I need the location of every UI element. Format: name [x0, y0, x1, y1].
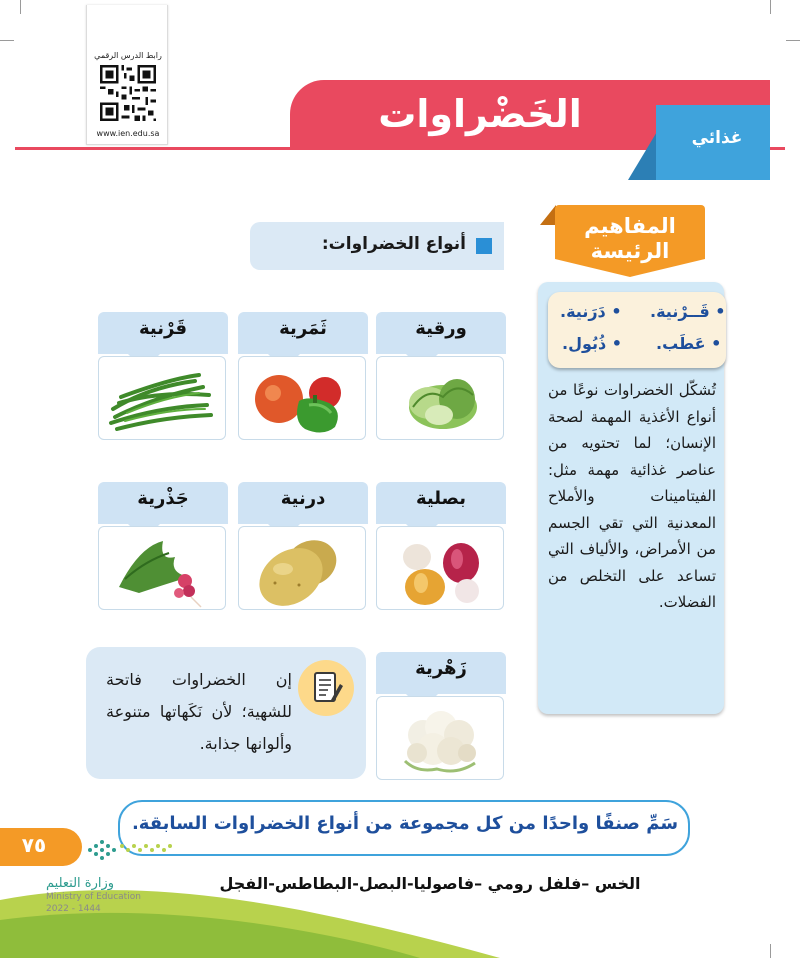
- crop-mark: [770, 0, 771, 14]
- question-text: سَمِّ صنفًا واحدًا من كل مجموعة من أنواع الخضراوات السابقة.: [131, 813, 679, 834]
- term-item: • دَرَنية.: [560, 302, 622, 321]
- veg-label: جَذْرية: [137, 488, 189, 509]
- veg-image-cauliflower: [376, 696, 504, 780]
- cauliflower-icon: [377, 697, 503, 779]
- veg-image-onion-garlic: [376, 526, 504, 610]
- veg-label: ثَمَرية: [279, 318, 327, 339]
- veg-label: قَرْنية: [138, 318, 187, 339]
- edition-year: 2022 - 1444: [46, 904, 101, 914]
- veg-label: درنية: [280, 488, 326, 509]
- page-title: الخَضْراوات: [378, 92, 582, 136]
- ministry-logo-icon: [82, 834, 182, 866]
- section-heading: أنواع الخضراوات:: [321, 234, 466, 254]
- lettuce-icon: [377, 357, 503, 439]
- veg-image-green-beans: [98, 356, 226, 440]
- crop-mark: [786, 40, 800, 41]
- answer-text[interactable]: الخس –فلفل رومي –فاصوليا-البصل-البطاطس-الفجل: [219, 874, 641, 893]
- veg-image-tomato-pepper: [238, 356, 366, 440]
- onion-garlic-icon: [377, 527, 503, 609]
- ministry-name-en: Ministry of Education: [46, 892, 141, 902]
- term-item: • ذُبُول.: [562, 334, 623, 353]
- radish-icon: [99, 527, 225, 609]
- veg-image-radish: [98, 526, 226, 610]
- section-bullet-icon: [476, 238, 492, 254]
- veg-label: ورقية: [415, 318, 467, 339]
- qr-url[interactable]: www.ien.edu.sa: [96, 129, 160, 138]
- potato-icon: [239, 527, 365, 609]
- concept-tab-fold: [540, 205, 556, 225]
- veg-image-lettuce: [376, 356, 504, 440]
- ministry-name-ar: وزارة التعليم: [46, 876, 115, 891]
- category-tag-label: غذائي: [691, 128, 743, 148]
- tomato-pepper-icon: [239, 357, 365, 439]
- key-concepts-title-line1: المفاهيم: [584, 214, 676, 238]
- crop-mark: [0, 40, 14, 41]
- key-concepts-title: [560, 214, 700, 264]
- green-beans-icon: [99, 357, 225, 439]
- qr-block[interactable]: [86, 5, 168, 145]
- veg-image-potato: [238, 526, 366, 610]
- notepad-icon: [298, 660, 354, 716]
- term-item: • قَــرْنية.: [650, 302, 726, 321]
- veg-label: بصلية: [415, 488, 467, 509]
- qr-code-icon: [100, 65, 156, 121]
- key-concepts-title-line2: الرئيسة: [590, 239, 670, 263]
- concepts-body-text: تُشكّل الخضراوات نوعًا من أنواع الأغذية المهمة لصحة الإنسان؛ لما تحتويه من عناصر غذائية مهمة مثل: الفيتامينات والأملاح المعدنية التي تقي الجسم من الأمراض، والألياف التي تساعد على التخلص من الفضلات.: [548, 381, 716, 611]
- qr-label: رابط الدرس الرقمي: [94, 51, 162, 60]
- term-item: • عَطَب.: [656, 334, 722, 353]
- crop-mark: [20, 0, 21, 14]
- veg-label: زَهْرية: [415, 658, 467, 679]
- note-text: إن الخضراوات فاتحة للشهية؛ لأن نَكَهاتها متنوعة وألوانها جذابة.: [106, 670, 292, 753]
- page-number: ٧٥: [21, 833, 47, 857]
